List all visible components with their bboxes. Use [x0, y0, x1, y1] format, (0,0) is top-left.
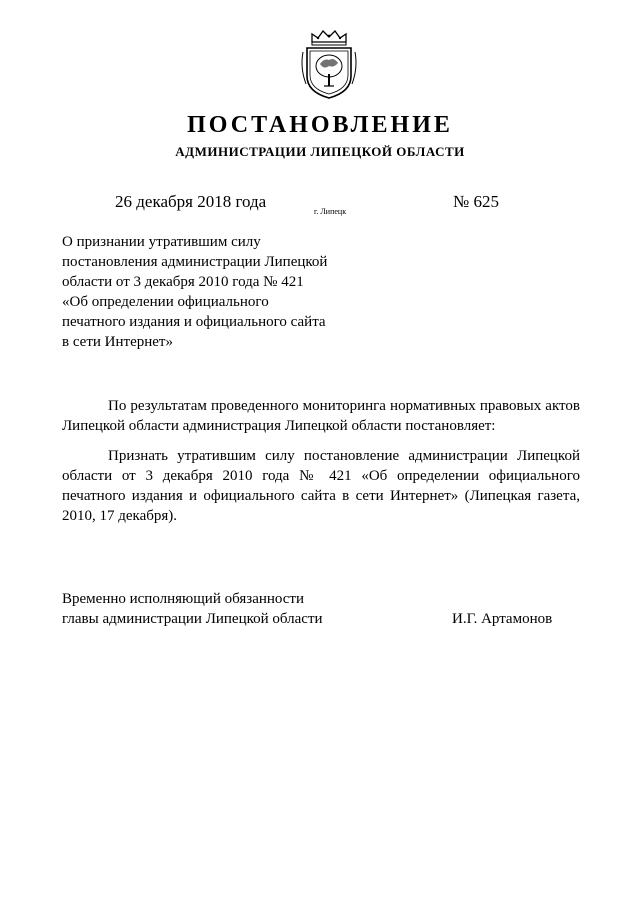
document-subject: [62, 232, 362, 352]
signatory-position-line: Временно исполняющий обязанности: [62, 591, 305, 607]
subject-line: в сети Интернет»: [62, 334, 173, 350]
signatory-position: [62, 589, 323, 629]
subject-line: области от 3 декабря 2010 года № 421: [62, 274, 304, 290]
subject-line: печатного издания и официального сайта: [62, 314, 326, 330]
signatory-name: И.Г. Артамонов: [452, 611, 553, 627]
signatory-position-line: главы администрации Липецкой области: [62, 611, 323, 627]
subject-line: постановления администрации Липецкой: [62, 254, 328, 270]
subject-line: О признании утратившим силу: [62, 234, 261, 250]
subject-line: «Об определении официального: [62, 294, 269, 310]
lipetsk-coat-of-arms-icon: [298, 28, 360, 100]
document-subtitle: АДМИНИСТРАЦИИ ЛИПЕЦКОЙ ОБЛАСТИ: [175, 144, 465, 159]
preamble-paragraph: По результатам проведенного мониторинга нормативных правовых актов Липецкой области администрация Липецкой области постановляет:: [62, 398, 580, 434]
document-date: 26 декабря 2018 года: [115, 192, 267, 211]
document-number: № 625: [453, 192, 499, 211]
document-city: г. Липецк: [314, 207, 347, 216]
resolution-paragraph: Признать утратившим силу постановление администрации Липецкой области от 3 декабря 2010 года № 421 «Об определении официального печатного издания и официального сайта в сети Интернет» (Липецкая газета, 2010, 17 декабря).: [62, 448, 580, 524]
document-title: ПОСТАНОВЛЕНИЕ: [187, 112, 453, 138]
